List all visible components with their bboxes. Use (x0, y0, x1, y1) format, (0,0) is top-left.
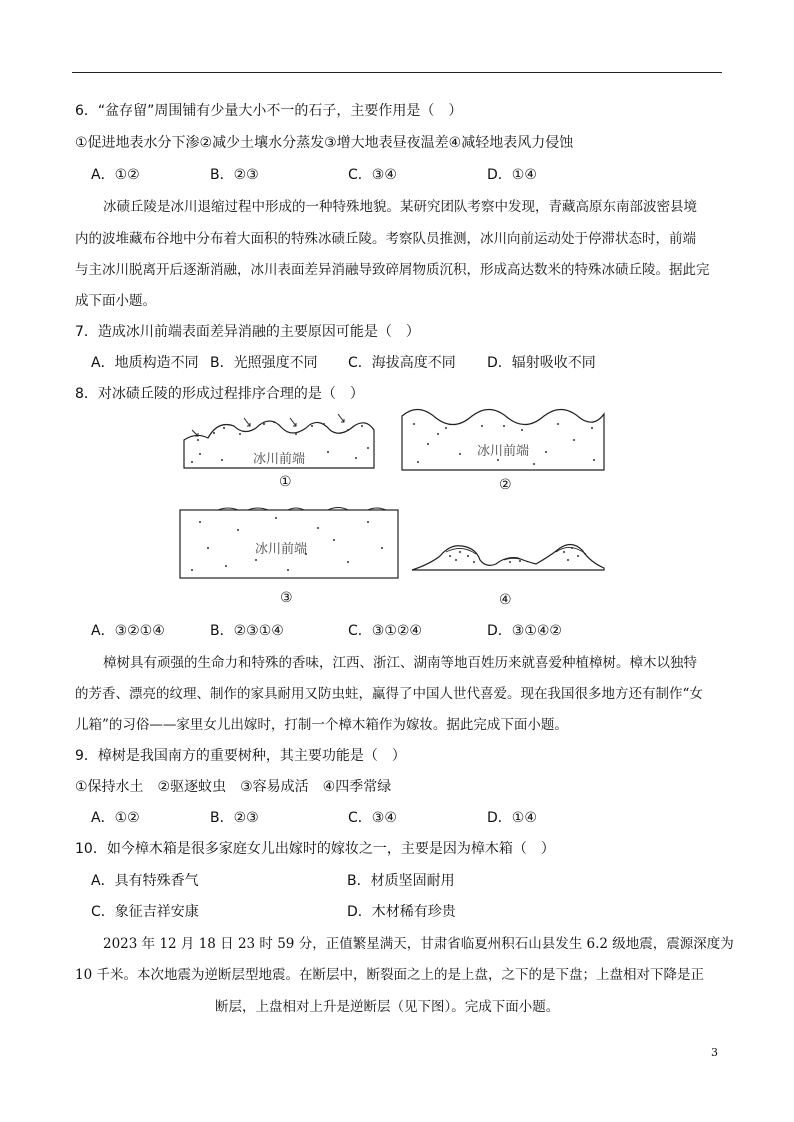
figure-2-diagram (398, 404, 608, 472)
q9-option-b[interactable]: B．②③ (210, 810, 259, 826)
passage1-line: 成下面小题。 (75, 293, 156, 309)
q9-option-c[interactable]: C．③④ (348, 810, 397, 826)
q6-statements: ①促进地表水分下渗②减少土壤水分蒸发③增大地表昼夜温差④减轻地表风力侵蚀 (75, 135, 574, 151)
page-number: 3 (711, 1046, 718, 1059)
passage1-line: 内的波堆藏布谷地中分布着大面积的特殊冰碛丘陵。考察队员推测，冰川向前运动处于停滞状态时，前端 (75, 231, 696, 247)
figure-1-label: 冰川前端 (253, 452, 306, 467)
figure-3-caption: ③ (280, 590, 293, 606)
q6-option-c[interactable]: C．③④ (348, 167, 397, 183)
q9-option-a[interactable]: A．①② (91, 810, 140, 826)
figure-3-label: 冰川前端 (255, 542, 308, 557)
q10-stem: 10．如今樟木箱是很多家庭女儿出嫁时的嫁妆之一，主要是因为樟木箱（ ） (75, 841, 555, 857)
q9-stem: 9．樟树是我国南方的重要树种，其主要功能是（ ） (75, 748, 406, 764)
passage2-line: 樟树具有顽强的生命力和特殊的香味，江西、浙江、湖南等地百姓历来就喜爱种植樟树。樟木以独特 (103, 655, 697, 671)
figure-1-caption: ① (279, 474, 292, 490)
passage3-line: 2023 年 12 月 18 日 23 时 59 分，正值繁星满天，甘肃省临夏州积石山县发生 6.2 级地震，震源深度为 (103, 936, 734, 952)
q8-option-a[interactable]: A．③②①④ (91, 623, 165, 639)
q7-option-d[interactable]: D．辐射吸收不同 (487, 355, 596, 371)
q8-option-b[interactable]: B．②③①④ (210, 623, 284, 639)
q10-option-a[interactable]: A．具有特殊香气 (91, 873, 199, 889)
q10-option-b[interactable]: B．材质坚固耐用 (347, 873, 455, 889)
passage2-line: 儿箱”的习俗——家里女儿出嫁时，打制一个樟木箱作为嫁妆。据此完成下面小题。 (75, 717, 568, 733)
header-rule (72, 72, 722, 73)
passage3-line: 断层，上盘相对上升是逆断层（见下图）。完成下面小题。 (215, 999, 560, 1015)
q7-option-b[interactable]: B．光照强度不同 (210, 355, 318, 371)
q6-option-a[interactable]: A．①② (91, 167, 140, 183)
q6-stem: 6．“盆存留”周围铺有少量大小不一的石子，主要作用是（ ） (75, 103, 463, 119)
q7-option-a[interactable]: A．地质构造不同 (91, 355, 199, 371)
passage3-line: 10 千米。本次地震为逆断层型地震。在断层中，断裂面之上的是上盘，之下的是下盘；上盘相对下降是正 (75, 967, 704, 983)
q8-stem: 8．对冰碛丘陵的形成过程排序合理的是（ ） (75, 386, 364, 402)
q7-option-c[interactable]: C．海拔高度不同 (348, 355, 456, 371)
q9-option-d[interactable]: D．①④ (487, 810, 537, 826)
figure-4-caption: ④ (499, 592, 512, 608)
passage1-line: 与主冰川脱离开后逐渐消融，冰川表面差异消融导致碎屑物质沉积，形成高达数米的特殊冰碛丘陵。据此完 (75, 262, 710, 278)
q10-option-c[interactable]: C．象征吉祥安康 (91, 904, 199, 920)
q6-option-b[interactable]: B．②③ (210, 167, 259, 183)
figure-2-caption: ② (499, 477, 512, 493)
figure-4-diagram (410, 536, 606, 572)
passage2-line: 的芳香、漂亮的纹理、制作的家具耐用又防虫蛀，赢得了中国人世代喜爱。现在我国很多地方还有制作“女 (75, 686, 703, 702)
q9-statements: ①保持水土 ②驱逐蚊虫 ③容易成活 ④四季常绿 (75, 779, 392, 795)
q10-option-d[interactable]: D．木材稀有珍贵 (347, 904, 456, 920)
q8-option-d[interactable]: D．③①④② (487, 623, 562, 639)
q6-option-d[interactable]: D．①④ (487, 167, 537, 183)
passage1-line: 冰碛丘陵是冰川退缩过程中形成的一种特殊地貌。某研究团队考察中发现，青藏高原东南部波密县境 (103, 199, 697, 215)
q8-option-c[interactable]: C．③①②④ (348, 623, 422, 639)
figure-2-label: 冰川前端 (477, 444, 530, 459)
q7-stem: 7．造成冰川前端表面差异消融的主要原因可能是（ ） (75, 324, 420, 340)
